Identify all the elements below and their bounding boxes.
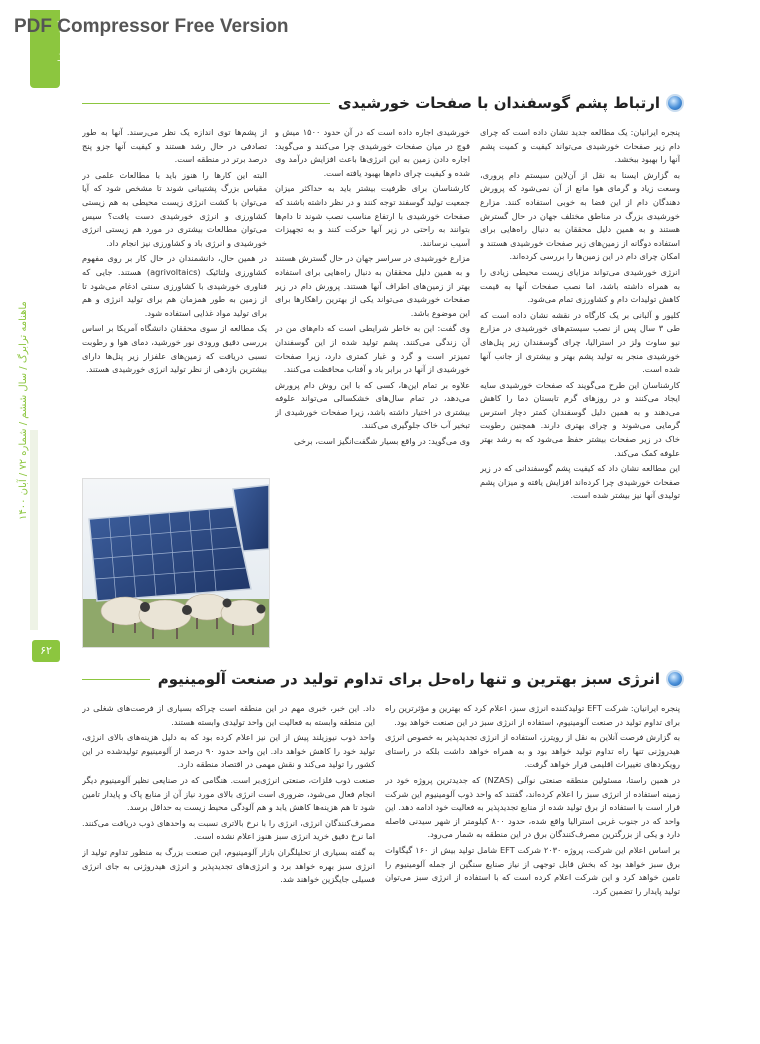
article2-headline (82, 666, 682, 692)
paragraph: از پشم‌ها توی اندازه یک نظر می‌رسند. آنها به طور تصادفی در حال رشد هستند و کیفیت آنها جزو پنج درصد برتر در منطقه است. (82, 127, 267, 165)
paragraph: مصرف‌کنندگان انرژی، انرژی را با نرخ بالاتری نسبت به واحدهای ذوب دریافت می‌کنند. اما نرخ دقیق خرید انرژی سبز هنوز اعلام نشده است. (82, 817, 375, 842)
paragraph: البته این کارها را هنوز باید با مطالعات علمی در مقیاس بزرگ پشتیبانی شوند تا مشخص شود که آیا می‌توان با کشت انرژی زیست محیطی به هم زیستی کشاورزی و انرژی خورشیدی دست یافت؟ سیس می‌توان مطالعات بیشتری در مورد هم زیستی انرژی خورشیدی و انرژی باد و کشاورزی نیز انجام داد. (82, 169, 267, 248)
paragraph: به گزارش فرصت آنلاین به نقل از رویترز، استفاده از انرژی تجدیدپذیر به خصوص انرژی هیدروژنی تنها راه تداوم تولید خواهد بود و به همراه خواهد داشت بلکه در راستای رویکردهای تغییرات اقلیمی قرار خواهد گرفت. (385, 732, 680, 770)
article1-title: ارتباط پشم گوسفندان با صفحات خورشیدی (337, 94, 660, 112)
article2-title: انرژی سبز بهترین و تنها راه‌حل برای تداوم تولید در صنعت آلومینیوم (157, 670, 660, 688)
paragraph: در همین حال، دانشمندان در حال کار بر روی مفهوم کشاورزی ولتائیک (agrivoltaics) هستند. جایی که فناوری خورشیدی با کشاورزی سنتی ادغام می‌شود تا از زمین به طور همزمان هم برای تولید انرژی و هم برای تولید مواد غذایی استفاده شود. (82, 253, 267, 318)
sheep-solar-panels-photo (82, 478, 270, 648)
globe-bullet-icon (668, 96, 682, 110)
paragraph: به گفته بسیاری از تحلیلگران بازار آلومینیوم، این صنعت بزرگ به منظور تداوم تولید از انرژی سبز بهره خواهد برد و انرژی‌های تجدیدپذیر و انرژی هیدروژنی به جای انرژی فسیلی جایگزین خواهند شد. (82, 846, 375, 885)
paragraph: این مطالعه نشان داد که کیفیت پشم گوسفندانی که در زیر صفحات خورشیدی چرا کرده‌اند افزایش یافته و میزان پشم تولیدی آنها نیز بیشتر شده است. (480, 463, 680, 501)
issue-info: ماهنامه ترابرگ / سال ششم / شماره ۷۲ / آبان ۱۴۰۰ (18, 301, 29, 520)
paragraph: مزارع خورشیدی در سراسر جهان در حال گسترش هستند و به همین دلیل محققان به دنبال راه‌هایی برای استفاده بهتر از زمین‌های اطراف آنها هستند. پرورش دام در زیر صفحات خورشیدی می‌تواند یکی از بهترین راهکارها برای این موضوع باشد. (275, 253, 470, 318)
paragraph: علاوه بر تمام این‌ها، کسی که با این روش دام پرورش می‌دهد، در تمام سال‌های خشکسالی می‌تواند علوفه بیشتری در اختیار داشته باشد، زیرا صفحات خورشیدی از تبخیر آب خاک جلوگیری می‌کنند. (275, 379, 470, 431)
paragraph: یک مطالعه از سوی محققان دانشگاه آمریکا بر اساس بررسی دقیق ورودی نور خورشید، دمای هوا و رطوبت نسبی دریافت که زمین‌های علفزار زیر پنل‌ها دارای بیشترین بازدهی از نظر تولید انرژی خورشیدی هستند. (82, 323, 267, 375)
paragraph: خورشیدی اجاره داده است که در آن حدود ۱۵۰۰ میش و قوچ در میان صفحات خورشیدی چرا می‌کنند و می‌گوید: اجاره دادن زمین به این انرژی‌ها باعث افزایش درآمد وی شده و کیفیت چرای دام‌ها بهبود یافته است. (275, 127, 470, 178)
article1-column-right (480, 126, 680, 656)
paragraph: به گزارش ایسنا به نقل از آن‌لاین سیستم دام پروری، وسعت زیاد و گرمای هوا مانع از آن نمی‌شود که پرورش دهندگان دام از این فضا به خوبی استفاده کنند. مزارع خورشیدی بزرگ در مناطق مختلف جهان در حال گسترش هستند و به همین دلیل محققان به دنبال راه‌هایی برای استفاده دوگانه از زمین‌های زیر صفحات خورشیدی هستند و امکان چرای دام در این زمین‌ها را بررسی کرده‌اند. (480, 169, 680, 262)
headline-rule (82, 103, 330, 104)
paragraph: انرژی خورشیدی می‌تواند مزایای زیست محیطی زیادی را به همراه داشته باشد، اما نصب صفحات آنها به قیمت کاهش تولیدات دام و کشاورزی تمام می‌شود. (480, 266, 680, 305)
paragraph: وی می‌گوید: در واقع بسیار شگفت‌انگیز است، برخی (294, 436, 470, 447)
paragraph: داد. این خبر، خبری مهم در این منطقه است چراکه بسیاری از فرصت‌های شغلی در این منطقه وابسته به فعالیت این واحد تولیدی وابسته هستند. (82, 703, 375, 727)
globe-bullet-icon (668, 672, 682, 686)
paragraph: در همین راستا، مسئولین منطقه صنعتی نوآلی (NZAS) که جدیدترین پروژه خود در زمینه استفاده از انرژی سبز را اعلام کرده‌اند، گفتند که واحد ذوب آلومینیوم این شرکت قرار است با استفاده از برق تولید شده از منابع تجدیدپذیر به فعالیت خود ادامه دهد. این واحد که در جنوب غربی استرالیا واقع شده، حدود ۸۰۰ کیلومتر از شهر سیدنی فاصله دارد و یکی از بزرگترین مصرف‌کنندگان برق در این منطقه به شمار می‌رود. (385, 774, 680, 840)
section-tab-label: انرژی و فناوری (57, 20, 68, 78)
article1-column-left (82, 126, 267, 468)
headline-rule (82, 679, 150, 680)
article1-headline (82, 90, 682, 116)
paragraph: وی گفت: این به خاطر شرایطی است که دام‌های من در آن زندگی می‌کنند. پشم تولید شده از این گوسفندان تمیزتر است و گرد و غبار کمتری دارد، زیرا صفحات خورشیدی از آنها در برابر باد و آفتاب محافظت می‌کنند. (275, 323, 470, 375)
paragraph: کلیور و آلبانی بر یک کارگاه در نقشه نشان داده است که طی ۳ سال پس از نصب سیستم‌های خورشیدی در مزارع نیو ساوت ولز در استرالیا، چرای گوسفندان زیر پنل‌های خورشیدی منجر به تولید پشم بهتر و بیشتری از جانب آنها شده است. (480, 309, 680, 375)
article1-column-middle (275, 126, 470, 656)
paragraph: صنعت ذوب فلزات، صنعتی انرژی‌بر است. هنگامی که در صنایعی نظیر آلومینیوم دیگر انجام فعال می‌شود، ضروری است انرژی بالای مورد نیاز آن از منابع پاک و پایدار تامین شود تا هم هزینه‌ها کاهش یابد و هم آلودگی محیط زیست به حداقل برسد. (82, 774, 375, 813)
paragraph: پنجره ایرانیان: یک مطالعه جدید نشان داده است که چرای دام زیر صفحات خورشیدی می‌تواند کیفیت و کمیت پشم آنها را بهبود ببخشد. (480, 127, 680, 165)
watermark: PDF Compressor Free Version (14, 16, 289, 37)
side-band (30, 430, 38, 630)
paragraph: کارشناسان این طرح می‌گویند که صفحات خورشیدی سایه ایجاد می‌کنند و در روزهای گرم تابستان دما را کاهش می‌دهند و به همین دلیل گوسفندان کمتر دچار استرس گرمایی می‌شوند و چرای بهتری دارند. همچنین رطوبت خاک در زیر صفحات بیشتر حفظ می‌شود که به رشد بهتر علوفه کمک می‌کند. (480, 379, 680, 458)
paragraph: واحد ذوب نیوزیلند پیش از این نیز اعلام کرده بود که به دلیل هزینه‌های بالای انرژی، تولید خود را کاهش خواهد داد. این واحد حدود ۹۰ درصد از آلومینیوم تولیدشده در این کشور را تولید می‌کند و نقش مهمی در اقتصاد منطقه دارد. (82, 732, 375, 770)
page-number: ۶۲ (32, 640, 60, 662)
paragraph: بر اساس اعلام این شرکت، پروژه ۲۰۳۰ شرکت EFT شامل تولید بیش از ۱۶۰ گیگاوات برق سبز خواهد بود که بخش قابل توجهی از نیاز صنایع سنگین از جمله آلومینیوم را تامین خواهد کرد و این شرکت اعلام کرده است که با استفاده از انرژی سبز می‌توان تولید پایدار را تضمین کرد. (385, 844, 680, 896)
article2-column-right (385, 702, 680, 950)
article2-column-left (82, 702, 375, 950)
paragraph: پنجره ایرانیان: شرکت EFT تولیدکننده انرژی سبز، اعلام کرد که بهترین و مؤثرترین راه برای تداوم تولید در صنعت آلومینیوم، استفاده از انرژی سبز در این صنعت خواهد بود. (385, 703, 680, 727)
paragraph: کارشناسان برای ظرفیت بیشتر باید به حداکثر میزان جمعیت تولید گوسفند توجه کنند و در نظر داشته باشند که صفحات خورشیدی با ارتفاع مناسب نصب شوند تا دام‌ها بتوانند به راحتی در زیر آنها حرکت کنند و به تجهیزات آسیب نرسانند. (275, 183, 470, 248)
